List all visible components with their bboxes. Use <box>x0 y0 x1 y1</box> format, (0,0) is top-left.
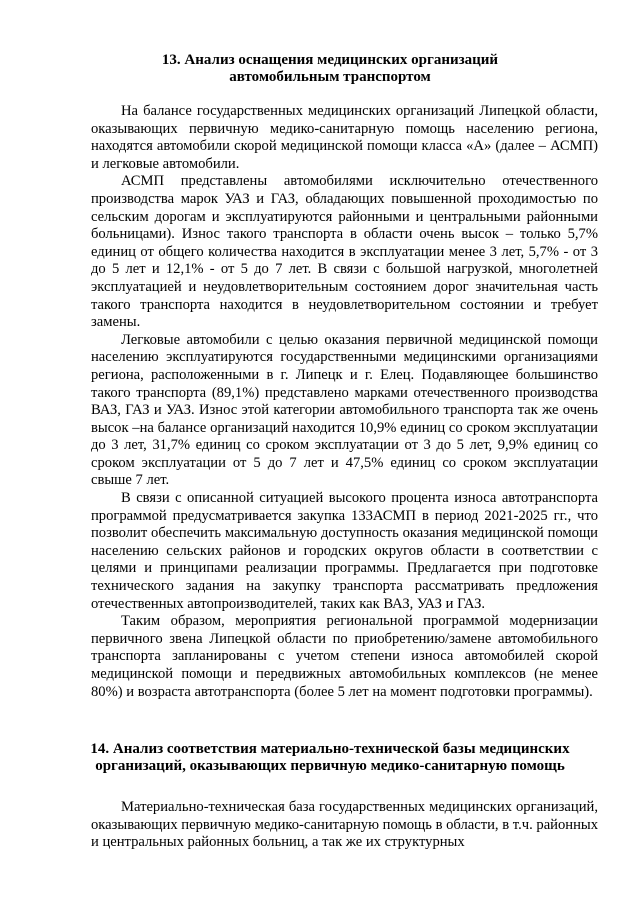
section-14-heading-line-1: 14. Анализ соответствия материально-технической базы медицинских <box>90 741 570 757</box>
section-14-heading-line-2: организаций, оказывающих первичную медико-санитарную помощь <box>95 758 565 774</box>
section-13-heading <box>60 52 600 86</box>
section-13-paragraph-5: Таким образом, мероприятия региональной программой модернизации первичного звена Липецкой области по приобретению/замене автомобильного транспорта запланированы с учетом степени износа автомобилей скорой медицинской помощи и передвижных автомобильных комплексов (не менее 80%) и возраста автотранспорта (более 5 лет на момент подготовки программы). <box>91 613 598 700</box>
section-14-heading <box>60 741 600 775</box>
section-13-paragraph-3: Легковые автомобили с целью оказания первичной медицинской помощи населению эксплуатируются государственными медицинскими организациями региона, расположенными в г. Липецк и г. Елец. Подавляющее большинство такого транспорта (89,1%) представлено марками отечественного производства ВАЗ, ГАЗ и УАЗ. Износ этой категории автомобильного транспорта так же очень высок –на балансе организаций находится 10,9% единиц со сроком эксплуатации до 3 лет, 31,7% единиц со сроком эксплуатации от 3 до 5 лет, 9,9% единиц со сроком эксплуатации от 5 до 7 лет и 47,5% единиц со сроком эксплуатации свыше 7 лет. <box>91 331 598 489</box>
section-14-paragraph-1: Материально-техническая база государственных медицинских организаций, оказывающих первичную медико-санитарную помощь в области, в т.ч. районных и центральных районных больниц, а так же их структурных <box>91 799 598 851</box>
section-13-paragraph-1: На балансе государственных медицинских организаций Липецкой области, оказывающих первичную медико-санитарную помощь населению региона, находятся автомобили скорой медицинской помощи класса «А» (далее – АСМП) и легковые автомобили. <box>91 103 598 172</box>
section-13-body <box>91 103 598 701</box>
section-14-body <box>91 799 598 852</box>
section-13-heading-line-1: 13. Анализ оснащения медицинских организаций <box>161 52 499 68</box>
section-13-paragraph-2: АСМП представлены автомобилями исключительно отечественного производства марок УАЗ и ГАЗ, обладающих повышенной проходимостью по сельским дорогам и эксплуатируются районными и центральными районными больницами). Износ такого транспорта в области очень высок – только 5,7% единиц от общего количества находится в эксплуатации менее 3 лет, 5,7% - от 3 до 5 лет и 12,1% - от 5 до 7 лет. В связи с большой нагрузкой, многолетней эксплуатацией и неудовлетворительным состоянием дорог значительная часть такого транспорта находится в неудовлетворительном состоянии и требует замены. <box>91 173 598 331</box>
section-13-paragraph-4: В связи с описанной ситуацией высокого процента износа автотранспорта программой предусматривается закупка 133АСМП в период 2021-2025 гг., что позволит обеспечить максимальную доступность оказания медицинской помощи населению сельских районов и городских округов области в соответствии с целями и принципами реализации программы. Предлагается при подготовке технического задания на закупку транспорта рассматривать предложения отечественных автопроизводителей, таких как ВАЗ, УАЗ и ГАЗ. <box>91 490 598 612</box>
section-13-heading-line-2: автомобильным транспортом <box>229 69 431 85</box>
